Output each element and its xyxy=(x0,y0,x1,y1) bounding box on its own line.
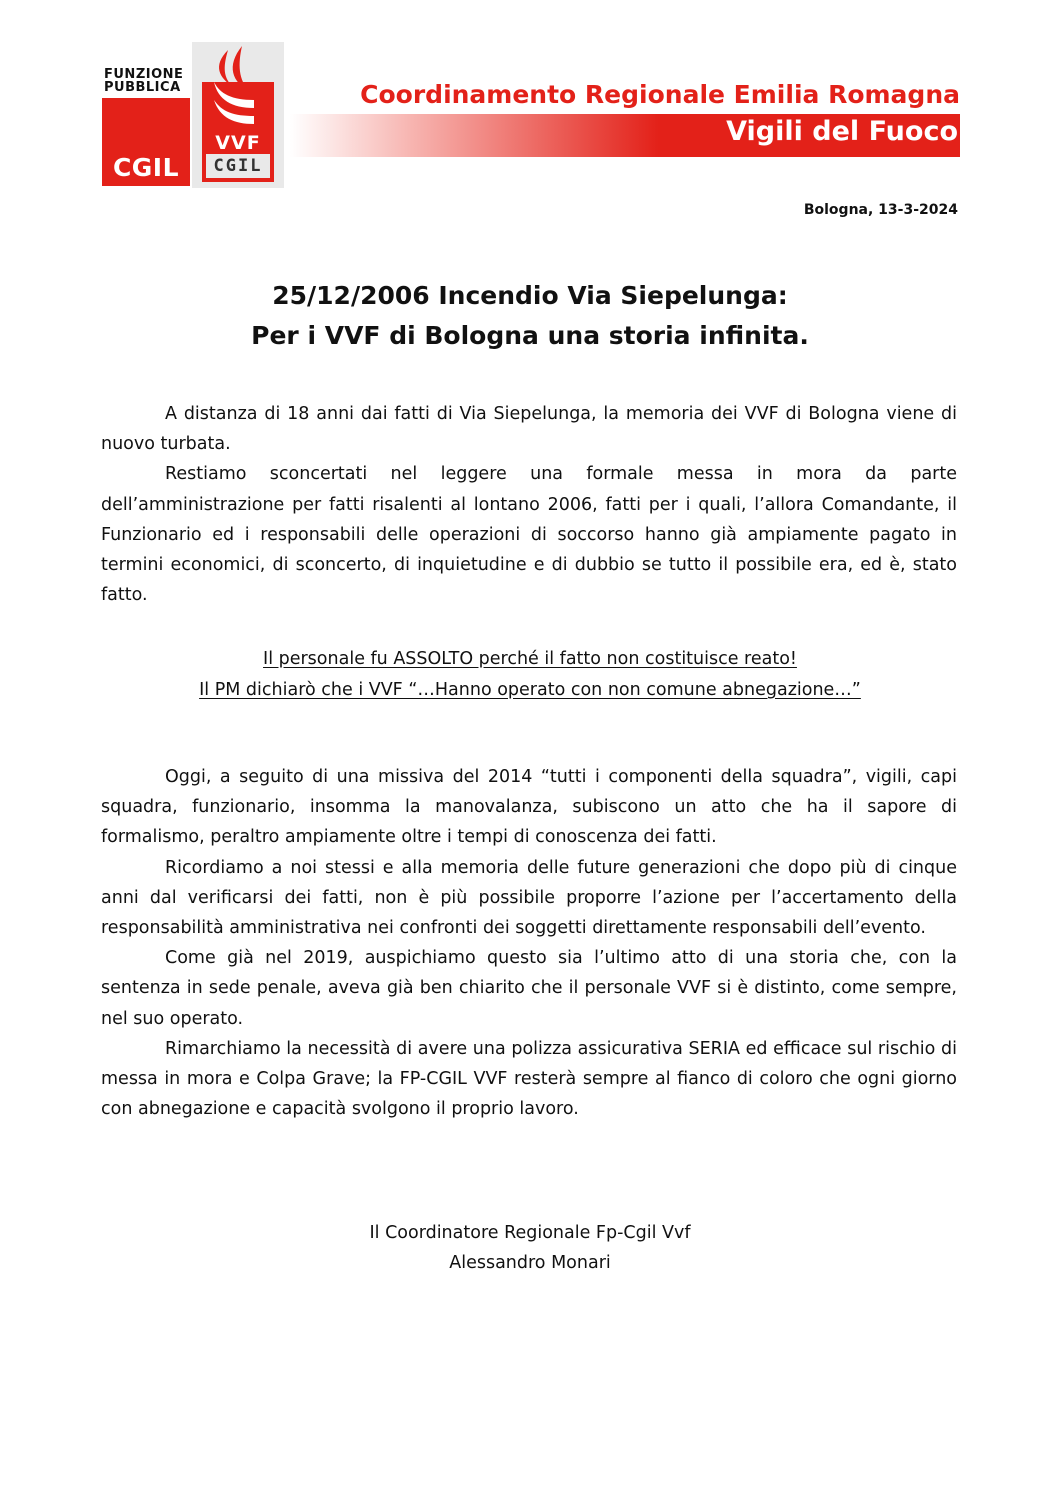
highlight-line2: Il PM dichiarò che i VVF “…Hanno operato con non comune abnegazione…” xyxy=(199,680,861,700)
paragraph-6: Rimarchiamo la necessità di avere una polizza assicurativa SERIA ed efficace sul rischio di messa in mora e Colpa Grave; la FP-CGIL VVF resterà sempre al fianco di coloro che ogni giorno con abnegazione e capacità svolgono il proprio lavoro. xyxy=(101,1038,957,1120)
paragraph-4: Ricordiamo a noi stessi e alla memoria delle future generazioni che dopo più di cinque anni dal verificarsi dei fatti, non è più possibile proporre l’azione per l’accertamento della responsabilità amministrativa nei confronti dei soggetti direttamente responsabili dell’evento. xyxy=(101,857,957,939)
paragraph-3: Oggi, a seguito di una missiva del 2014 “tutti i componenti della squadra”, vigili, capi squadra, funzionario, insomma la manovalanza, subiscono un atto che ha il sapore di formalismo, peraltro ampiamente oltre i tempi di conoscenza dei fatti. xyxy=(101,767,957,848)
org-name: Coordinamento Regionale Emilia Romagna xyxy=(360,80,960,109)
logo-vvf-sub: CGIL xyxy=(213,156,263,176)
fp-cgil-logo xyxy=(102,68,190,186)
paragraph-1: A distanza di 18 anni dai fatti di Via Siepelunga, la memoria dei VVF di Bologna viene di nuovo turbata. xyxy=(101,404,957,455)
title-line1: 25/12/2006 Incendio Via Siepelunga: xyxy=(272,281,788,310)
highlight-line1: Il personale fu ASSOLTO perché il fatto non costituisce reato! xyxy=(263,649,797,669)
org-subtitle: Vigili del Fuoco xyxy=(726,116,958,147)
vvf-cgil-logo xyxy=(192,42,284,188)
document-date: Bologna, 13-3-2024 xyxy=(803,202,958,218)
paragraph-2: Restiamo sconcertati nel leggere una formale messa in mora da parte dell’amministrazione per fatti risalenti al lontano 2006, fatti per i quali, l’allora Comandante, il Funzionario ed i responsabili delle operazioni di soccorso hanno già ampiamente pagato in termini economici, di sconcerto, di inquietudine e di dubbio se tutto il possibile era, ed è, stato fatto. xyxy=(101,464,957,606)
logo-fp-line1: FUNZIONE xyxy=(104,67,184,82)
document-title xyxy=(100,276,960,356)
title-line2: Per i VVF di Bologna una storia infinita. xyxy=(251,321,809,350)
signature-role: Il Coordinatore Regionale Fp-Cgil Vvf xyxy=(369,1223,691,1243)
logo-fp-line2: PUBBLICA xyxy=(104,80,181,95)
logo-vvf-text: VVF xyxy=(215,132,261,154)
org-banner xyxy=(290,114,960,157)
highlight-acquittal xyxy=(100,644,960,675)
paragraph-5: Come già nel 2019, auspichiamo questo sia l’ultimo atto di una storia che, con la sentenza in sede penale, aveva già ben chiarito che il personale VVF si è distinto, come sempre, nel suo operato. xyxy=(101,948,957,1029)
logo-cgil-text: CGIL xyxy=(112,153,180,182)
signature-name: Alessandro Monari xyxy=(449,1253,611,1273)
body-section-main xyxy=(101,762,957,1124)
body-section-intro xyxy=(101,399,957,610)
highlight-pm-quote xyxy=(100,675,960,706)
cgil-red-box xyxy=(102,98,190,186)
